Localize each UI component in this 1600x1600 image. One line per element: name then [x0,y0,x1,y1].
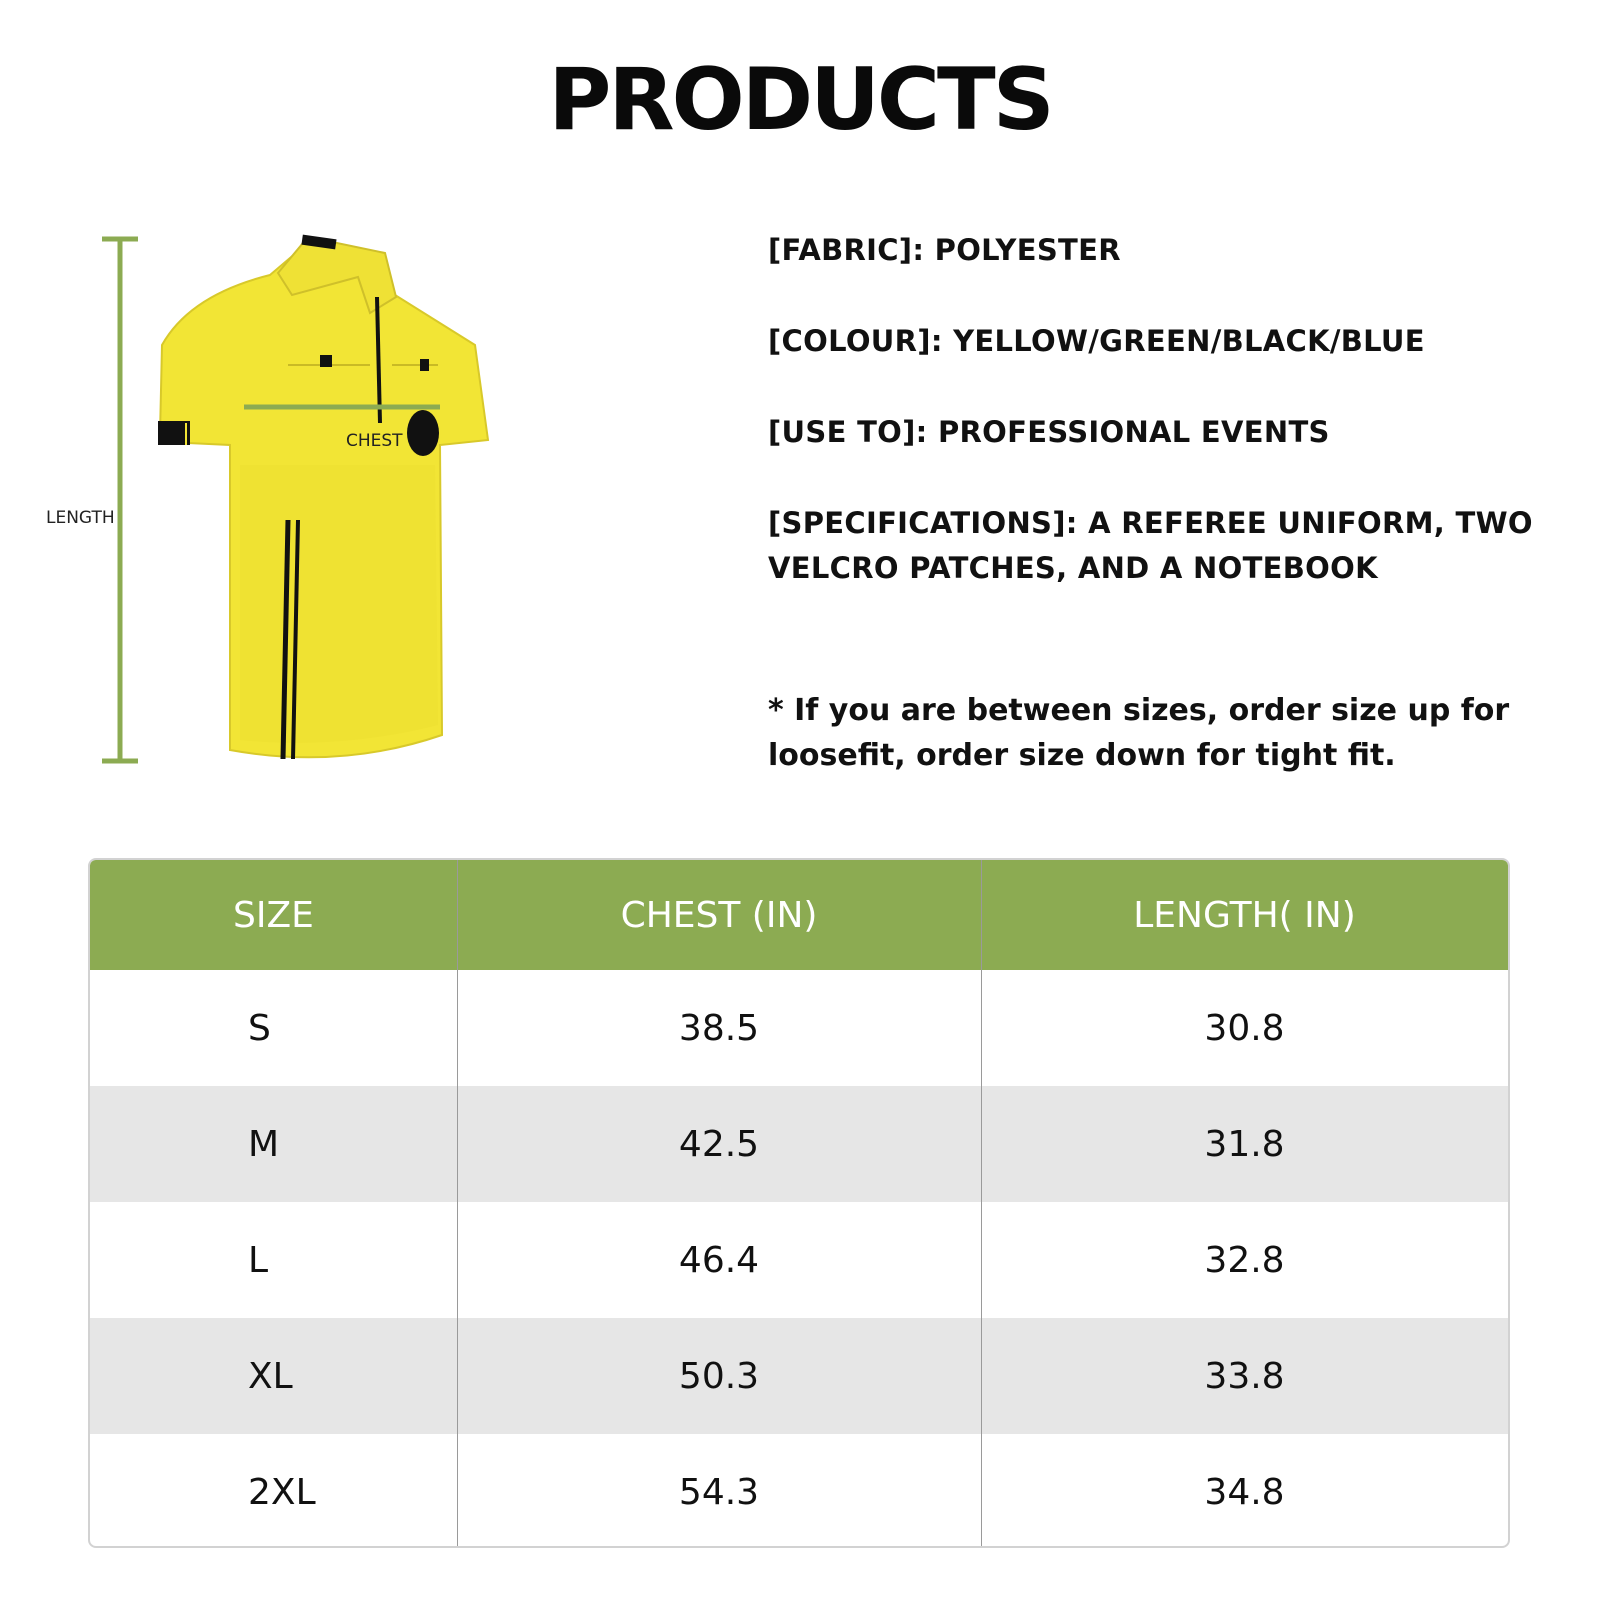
cell-size: S [248,1007,271,1049]
header-chest: CHEST (IN) [620,894,818,936]
spec-fabric: [FABRIC]: POLYESTER [768,233,1121,267]
cell-length: 30.8 [1204,1007,1285,1049]
spec-specifications: [SPECIFICATIONS]: A REFEREE UNIFORM, TWO VELCRO PATCHES, AND A NOTEBOOK [768,506,1533,585]
shirt-figure [40,225,520,795]
chest-label: CHEST [346,431,403,451]
cell-chest: 46.4 [678,1239,760,1281]
cell-chest: 50.3 [678,1355,760,1397]
table-row [90,1202,1508,1318]
cell-length: 33.8 [1204,1355,1285,1397]
cell-size: M [248,1123,280,1165]
column-divider [981,860,982,1546]
header-length: LENGTH( IN) [1133,894,1356,936]
table-row [90,970,1508,1086]
table-row [90,1086,1508,1202]
cell-chest: 38.5 [678,1007,760,1049]
cell-chest: 42.5 [678,1123,760,1165]
table-row [90,1434,1508,1548]
cell-length: 34.8 [1204,1471,1285,1513]
length-measure-bar [102,239,138,761]
cell-length: 31.8 [1204,1123,1285,1165]
cell-chest: 54.3 [678,1471,760,1513]
table-header [90,860,1508,970]
spec-use: [USE TO]: PROFESSIONAL EVENTS [768,415,1330,449]
column-divider [457,860,458,1546]
spec-list [768,228,1558,637]
length-label: LENGTH [46,508,115,528]
page-title: PRODUCTS [548,50,1052,150]
cell-size: L [248,1239,269,1281]
size-table [88,858,1510,1548]
sizing-note: * If you are between sizes, order size up for loosefit, order size down for tight fit. [768,693,1510,773]
cell-size: XL [248,1355,293,1397]
cell-size: 2XL [248,1471,316,1513]
header-size: SIZE [233,894,314,936]
table-row [90,1318,1508,1434]
cell-length: 32.8 [1204,1239,1285,1281]
spec-colour: [COLOUR]: YELLOW/GREEN/BLACK/BLUE [768,324,1425,358]
